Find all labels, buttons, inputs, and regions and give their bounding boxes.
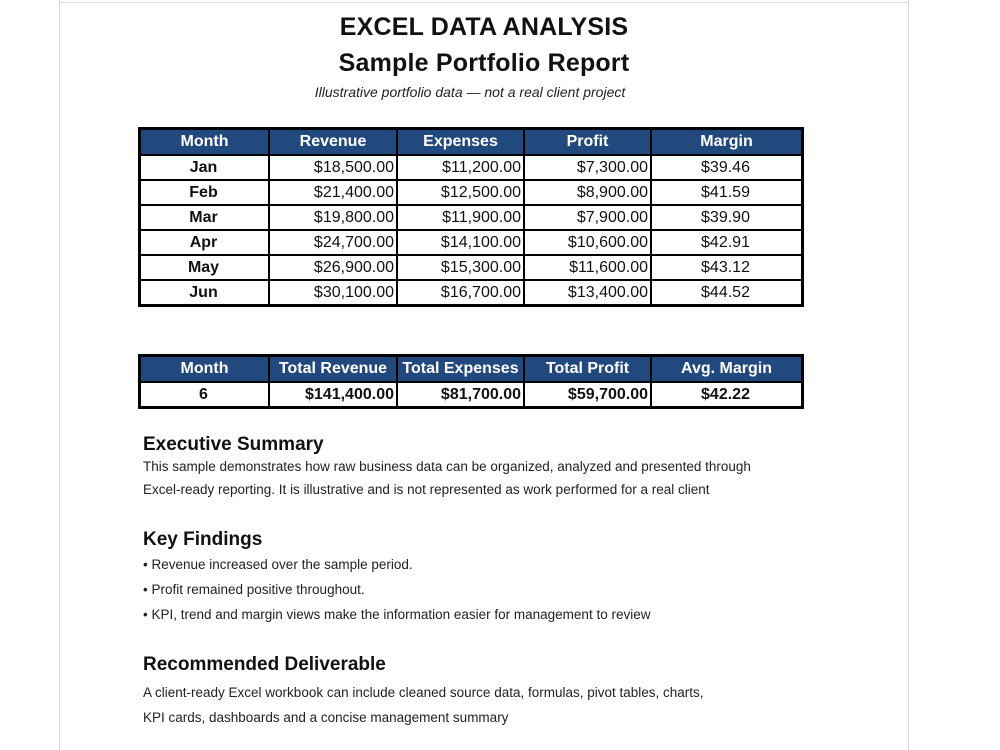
col-header-total-profit: Total Profit bbox=[524, 356, 651, 383]
col-header-expenses: Expenses bbox=[397, 129, 524, 156]
cell-month: Apr bbox=[140, 230, 270, 255]
cell-profit: $7,900.00 bbox=[524, 205, 651, 230]
executive-summary-line: This sample demonstrates how raw business data can be organized, analyzed and presented through bbox=[143, 459, 751, 474]
executive-summary-heading: Executive Summary bbox=[143, 434, 324, 455]
cell-month: Feb bbox=[140, 180, 270, 205]
table-row bbox=[140, 155, 803, 180]
executive-summary-line: Excel-ready reporting. It is illustrative and is not represented as work performed for a real client bbox=[143, 482, 710, 497]
table-header-row bbox=[140, 129, 803, 156]
cell-expenses: $11,200.00 bbox=[397, 155, 524, 180]
cell-total-profit: $59,700.00 bbox=[524, 382, 651, 408]
col-header-total-revenue: Total Revenue bbox=[269, 356, 397, 383]
col-header-avg-margin: Avg. Margin bbox=[651, 356, 803, 383]
cell-revenue: $21,400.00 bbox=[269, 180, 397, 205]
cell-margin: $44.52 bbox=[651, 280, 803, 306]
table-row bbox=[140, 230, 803, 255]
cell-margin: $43.12 bbox=[651, 255, 803, 280]
recommended-line: KPI cards, dashboards and a concise management summary bbox=[143, 710, 509, 725]
table-row bbox=[140, 255, 803, 280]
monthly-data-table bbox=[138, 127, 804, 307]
cell-month-count: 6 bbox=[140, 382, 270, 408]
col-header-profit: Profit bbox=[524, 129, 651, 156]
totals-table bbox=[138, 354, 804, 409]
cell-month: May bbox=[140, 255, 270, 280]
cell-revenue: $30,100.00 bbox=[269, 280, 397, 306]
cell-expenses: $14,100.00 bbox=[397, 230, 524, 255]
cell-profit: $11,600.00 bbox=[524, 255, 651, 280]
cell-expenses: $12,500.00 bbox=[397, 180, 524, 205]
table-row bbox=[140, 280, 803, 306]
page-edge-left bbox=[59, 0, 60, 750]
report-title: EXCEL DATA ANALYSIS bbox=[339, 13, 629, 41]
cell-revenue: $19,800.00 bbox=[269, 205, 397, 230]
cell-month: Jun bbox=[140, 280, 270, 306]
finding-list-item: • Profit remained positive throughout. bbox=[143, 582, 365, 597]
col-header-margin: Margin bbox=[651, 129, 803, 156]
col-header-revenue: Revenue bbox=[269, 129, 397, 156]
finding-list-item: • Revenue increased over the sample period. bbox=[143, 557, 413, 572]
col-header-month: Month bbox=[140, 129, 270, 156]
table-row bbox=[140, 180, 803, 205]
key-findings-heading: Key Findings bbox=[143, 529, 263, 550]
page-edge-top bbox=[59, 2, 909, 3]
cell-margin: $41.59 bbox=[651, 180, 803, 205]
page-edge-right bbox=[908, 0, 909, 750]
cell-avg-margin: $42.22 bbox=[651, 382, 803, 408]
cell-total-revenue: $141,400.00 bbox=[269, 382, 397, 408]
cell-margin: $42.91 bbox=[651, 230, 803, 255]
totals-header-row bbox=[140, 356, 803, 383]
report-subtitle: Sample Portfolio Report bbox=[338, 49, 630, 77]
cell-revenue: $24,700.00 bbox=[269, 230, 397, 255]
cell-margin: $39.46 bbox=[651, 155, 803, 180]
cell-expenses: $15,300.00 bbox=[397, 255, 524, 280]
finding-list-item: • KPI, trend and margin views make the information easier for management to review bbox=[143, 607, 651, 622]
totals-row bbox=[140, 382, 803, 408]
cell-total-expenses: $81,700.00 bbox=[397, 382, 524, 408]
cell-month: Mar bbox=[140, 205, 270, 230]
cell-expenses: $11,900.00 bbox=[397, 205, 524, 230]
disclaimer-note: Illustrative portfolio data — not a real client project bbox=[314, 84, 626, 100]
cell-margin: $39.90 bbox=[651, 205, 803, 230]
cell-profit: $13,400.00 bbox=[524, 280, 651, 306]
col-header-month: Month bbox=[140, 356, 270, 383]
cell-month: Jan bbox=[140, 155, 270, 180]
recommended-line: A client-ready Excel workbook can include cleaned source data, formulas, pivot tables, charts, bbox=[143, 685, 704, 700]
recommended-deliverable-heading: Recommended Deliverable bbox=[143, 654, 386, 675]
table-row bbox=[140, 205, 803, 230]
cell-profit: $8,900.00 bbox=[524, 180, 651, 205]
cell-profit: $10,600.00 bbox=[524, 230, 651, 255]
cell-revenue: $26,900.00 bbox=[269, 255, 397, 280]
cell-revenue: $18,500.00 bbox=[269, 155, 397, 180]
col-header-total-expenses: Total Expenses bbox=[397, 356, 524, 383]
cell-profit: $7,300.00 bbox=[524, 155, 651, 180]
cell-expenses: $16,700.00 bbox=[397, 280, 524, 306]
